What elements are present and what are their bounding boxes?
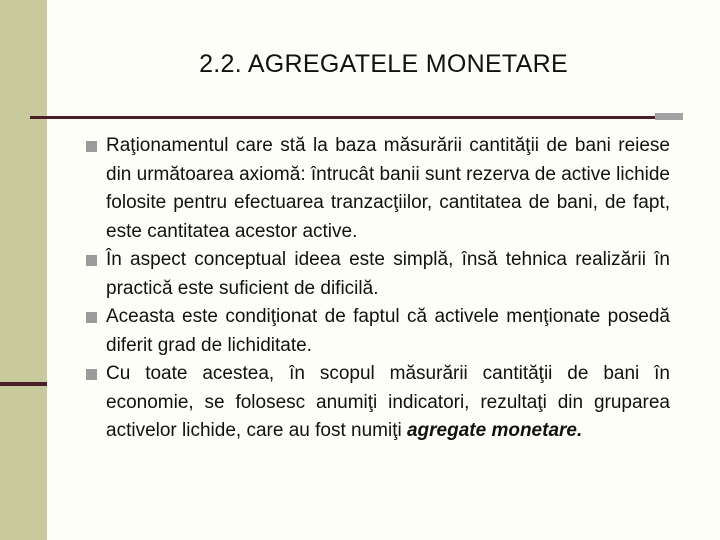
square-bullet-icon: [86, 141, 97, 152]
bullet-item: [86, 132, 670, 246]
bullet-item: [86, 303, 670, 360]
side-accent-mark: [0, 382, 47, 386]
bullet-item: [86, 360, 670, 446]
left-decorative-band: [0, 0, 47, 540]
emphasized-term: agregate monetare.: [406, 420, 583, 441]
square-bullet-icon: [86, 369, 97, 380]
title-divider: [30, 116, 655, 119]
square-bullet-icon: [86, 255, 97, 266]
bullet-text: Cu toate acestea, în scopul măsurării cantităţii de bani în economie, se folosesc anumiţi indicatori, rezultaţi din gruparea activelor lichide, care au fost numiţi: [106, 363, 670, 441]
slide-title: 2.2. AGREGATELE MONETARE: [199, 50, 568, 78]
bullet-item: [86, 246, 670, 303]
square-bullet-icon: [86, 312, 97, 323]
bullet-text: În aspect conceptual ideea este simplă, însă tehnica realizării în practică este suficient de dificilă.: [106, 249, 670, 299]
bullet-text: Raţionamentul care stă la baza măsurării cantităţii de bani reiese din următoarea axiomă: întrucât banii sunt rezerva de active lichide folosite pentru efectuarea tranzacţiilor, cantitatea de bani, de fapt, este cantitatea acestor active.: [106, 135, 670, 242]
title-divider-accent: [655, 113, 683, 120]
bullet-list: [86, 132, 670, 446]
bullet-text: Aceasta este condiţionat de faptul că activele menţionate posedă diferit grad de lichiditate.: [106, 306, 670, 356]
